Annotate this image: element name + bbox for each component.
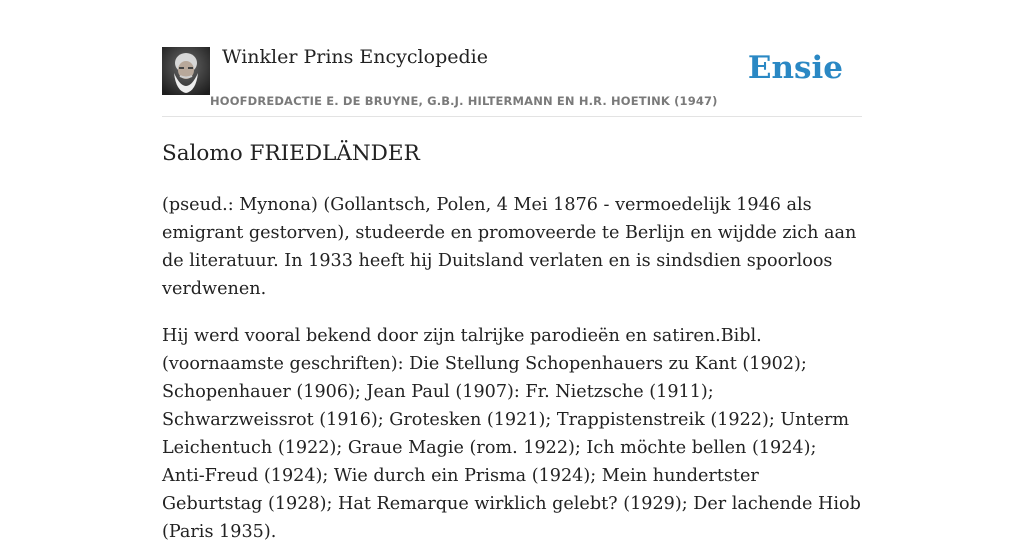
brand-logo-link[interactable]: Ensie [747, 50, 843, 86]
site-header [162, 46, 862, 117]
avatar-portrait-icon[interactable] [162, 47, 210, 95]
article-paragraph: (pseud.: Mynona) (Gollantsch, Polen, 4 Mei 1876 - vermoedelijk 1946 als emigrant gestorven), studeerde en promoveerde te Berlijn en wijdde zich aan de literatuur. In 1933 heeft hij Duitsland verlaten en is sindsdien spoorloos verdwenen. [162, 195, 857, 299]
article-title: Salomo FRIEDLÄNDER [162, 141, 420, 166]
article [162, 138, 862, 546]
site-title[interactable]: Winkler Prins Encyclopedie [222, 46, 488, 68]
editors-subtitle: HOOFDREDACTIE E. DE BRUYNE, G.B.J. HILTERMANN EN H.R. HOETINK (1947) [210, 94, 718, 108]
article-paragraph: Hij werd vooral bekend door zijn talrijke parodieën en satiren.Bibl. (voornaamste geschriften): Die Stellung Schopenhauers zu Kant (1902); Schopenhauer (1906); Jean Paul (1907): Fr. Nietzsche (1911); Schwarzweissrot (1916); Grotesken (1921); Trappistenstreik (1922); Unterm Leichentuch (1922); Graue Magie (rom. 1922); Ich möchte bellen (1924); Anti-Freud (1924); Wie durch ein Prisma (1924); Mein hundertster Geburtstag (1928); Hat Remarque wirklich gelebt? (1929); Der lachende Hiob (Paris 1935). [162, 326, 861, 542]
